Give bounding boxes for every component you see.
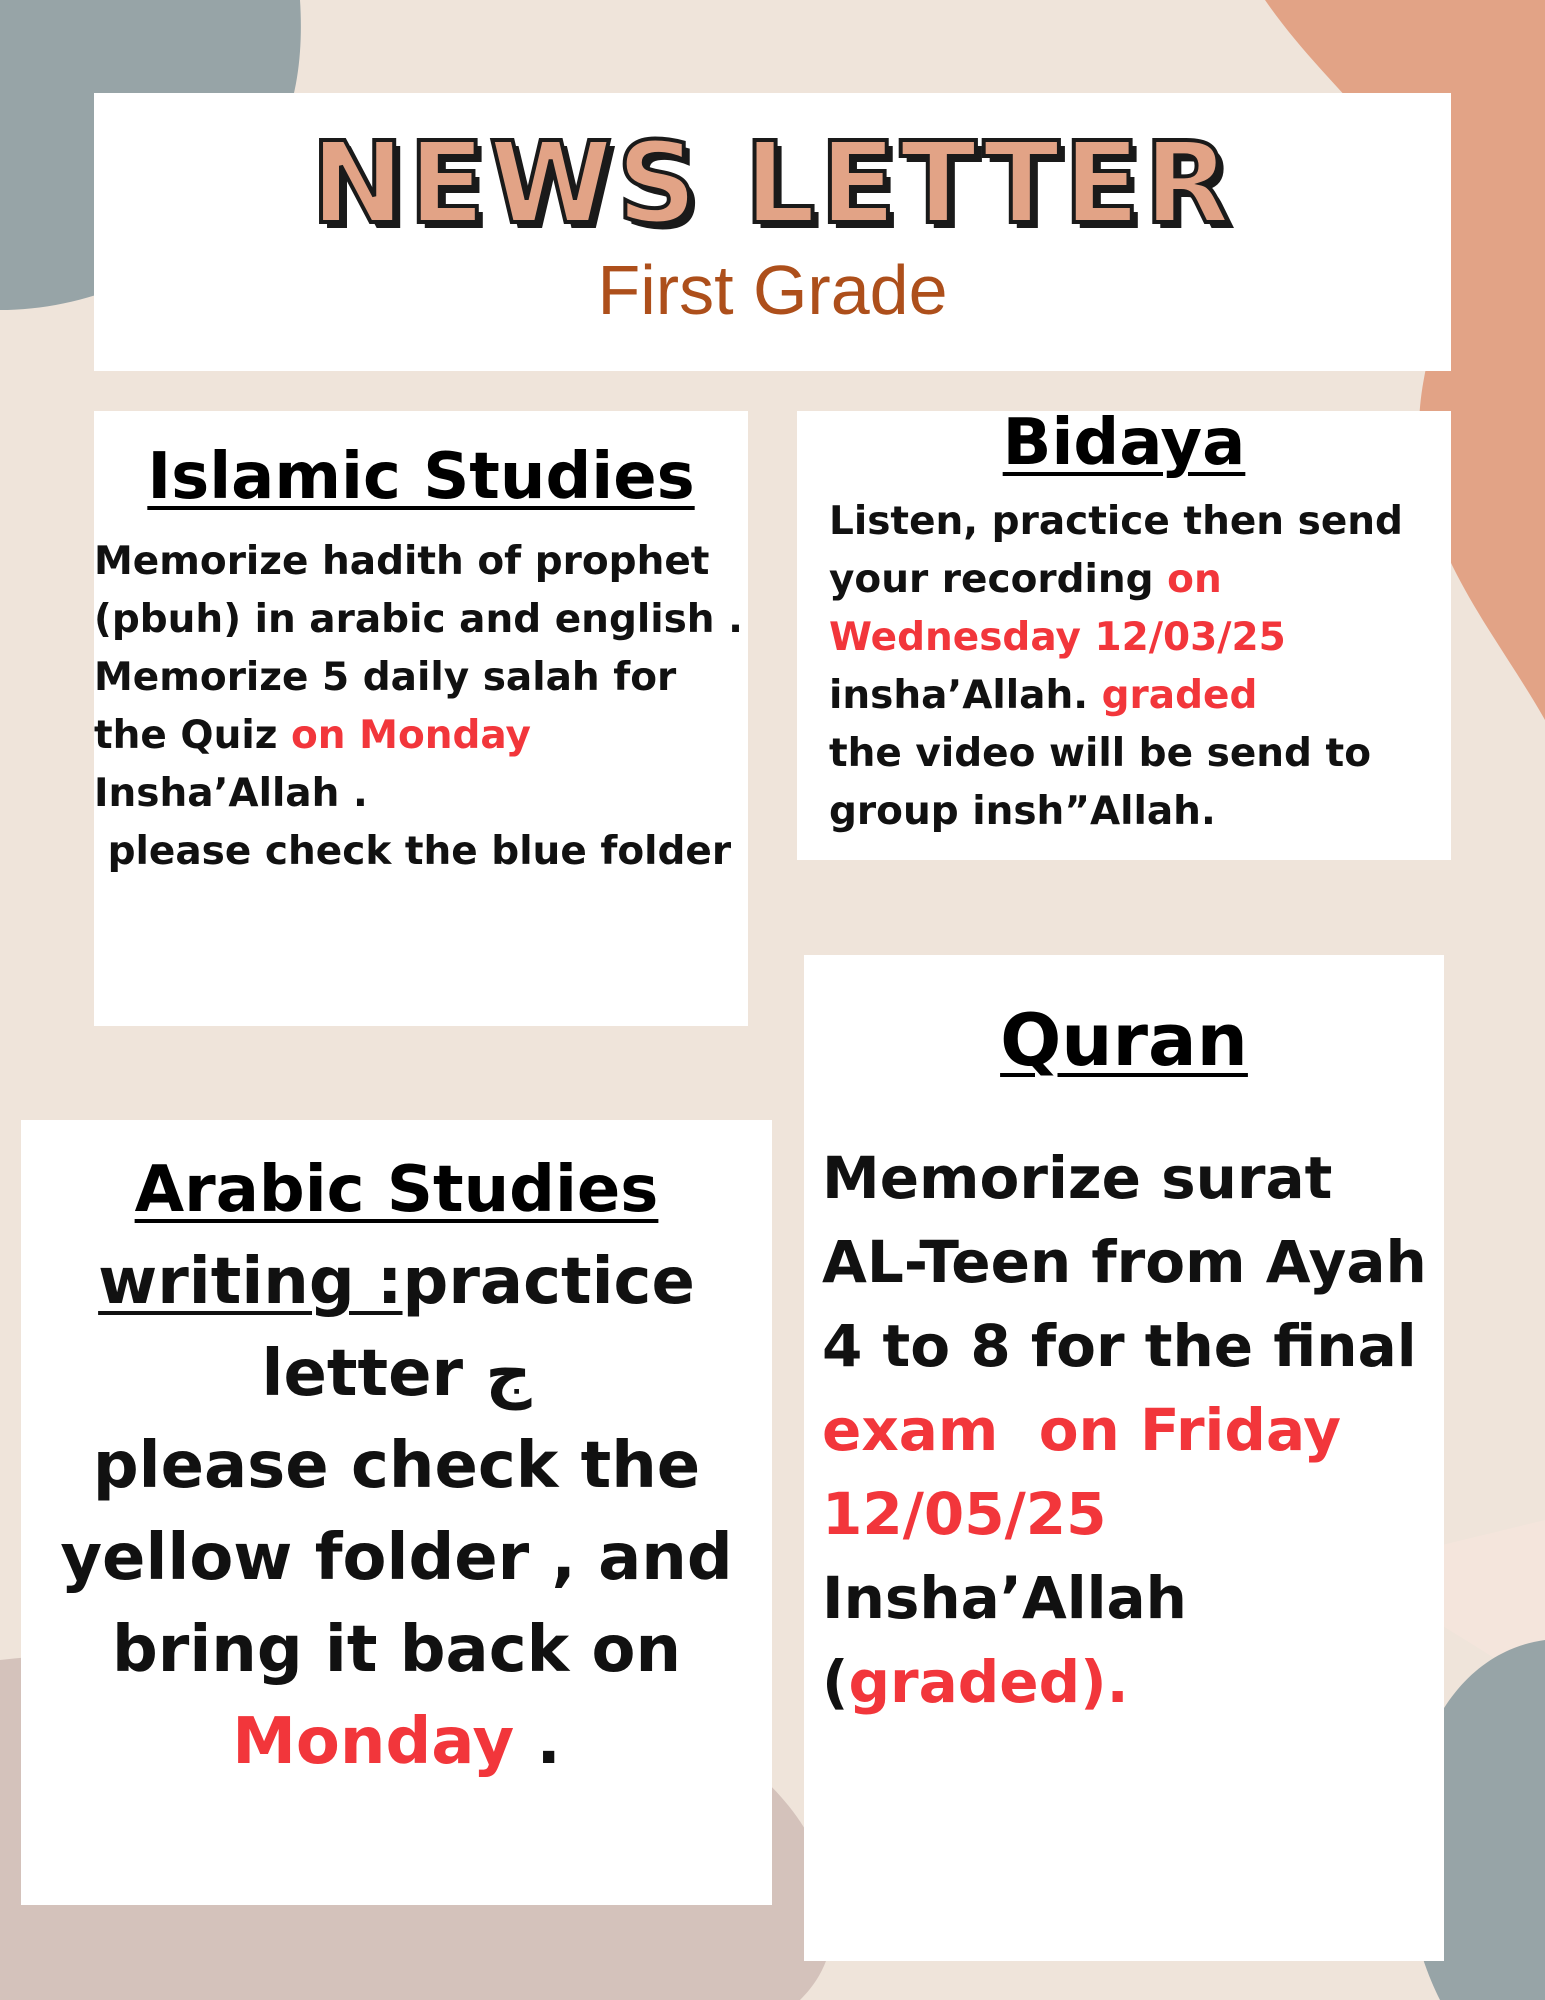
writing-label: writing : xyxy=(98,1245,403,1319)
arabic-letter: ج xyxy=(485,1337,532,1411)
quran-card xyxy=(804,955,1444,1961)
text-line: Monday . xyxy=(232,1705,561,1779)
header-card xyxy=(94,93,1451,371)
arabic-studies-body xyxy=(21,1236,772,1788)
highlight-text: on Monday xyxy=(291,712,531,758)
text-line: writing :practice xyxy=(98,1245,695,1319)
bidaya-card xyxy=(797,406,1451,860)
text-line: insha’Allah. graded xyxy=(829,672,1258,718)
text-line: 12/05/25 xyxy=(822,1479,1107,1548)
text-line: bring it back on xyxy=(111,1613,682,1687)
quran-heading: Quran xyxy=(1000,998,1248,1082)
islamic-studies-card xyxy=(94,411,748,1026)
text-line: 4 to 8 for the final xyxy=(822,1311,1417,1380)
text-line: Insha’Allah . xyxy=(94,770,368,816)
bidaya-body xyxy=(797,493,1451,841)
text-line: your recording on xyxy=(829,556,1222,602)
islamic-studies-body xyxy=(94,533,748,881)
text-line: please check the xyxy=(92,1429,701,1503)
text-line: exam on Friday xyxy=(822,1395,1342,1464)
text-line: Memorize 5 daily salah for xyxy=(94,654,677,700)
text-line: AL-Teen from Ayah xyxy=(822,1227,1427,1296)
text-line: please check the blue folder xyxy=(94,828,732,874)
text-line: Memorize surat xyxy=(822,1143,1333,1212)
newsletter-title: NEWS LETTER xyxy=(310,119,1235,249)
arabic-studies-heading: Arabic Studies xyxy=(134,1153,659,1227)
text-line: Listen, practice then send xyxy=(829,498,1403,544)
text-line: Wednesday 12/03/25 xyxy=(829,614,1286,660)
highlight-text: graded xyxy=(1101,672,1258,718)
highlight-text: Monday xyxy=(232,1705,515,1779)
text-line: yellow folder , and xyxy=(60,1521,733,1595)
bidaya-heading: Bidaya xyxy=(1002,406,1246,480)
text-line: Memorize hadith of prophet xyxy=(94,538,710,584)
highlight-text: graded). xyxy=(848,1647,1129,1716)
arabic-studies-card xyxy=(21,1120,772,1905)
text-line: group insh”Allah. xyxy=(829,788,1216,834)
text-line: letter ج xyxy=(261,1337,532,1411)
text-line: the video will be send to xyxy=(829,730,1371,776)
grade-subtitle: First Grade xyxy=(597,251,948,330)
islamic-studies-heading: Islamic Studies xyxy=(147,440,695,514)
highlight-text: on xyxy=(1167,556,1222,602)
quran-body xyxy=(804,1136,1444,1724)
text-line: the Quiz on Monday xyxy=(94,712,531,758)
text-line: Insha’Allah xyxy=(822,1563,1187,1632)
text-line: (pbuh) in arabic and english . xyxy=(94,596,743,642)
text-line: (graded). xyxy=(822,1647,1129,1716)
